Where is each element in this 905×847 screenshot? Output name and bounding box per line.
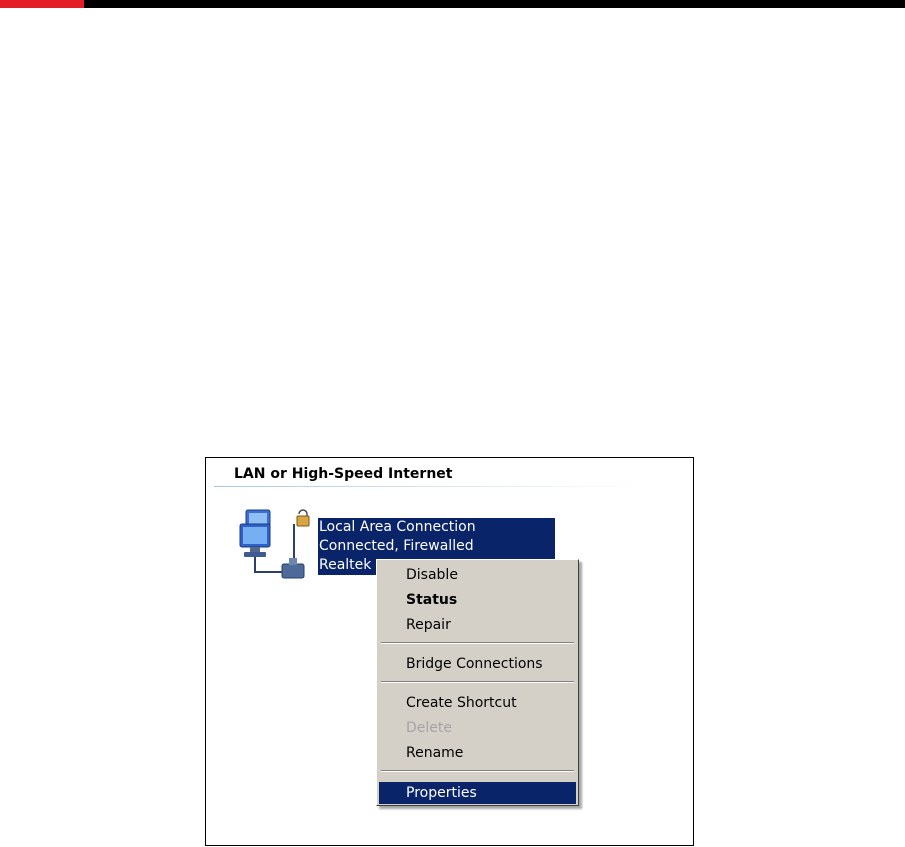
context-menu <box>376 559 579 806</box>
menu-item-rename[interactable]: Rename <box>406 745 464 761</box>
menu-item-bridge-connections[interactable]: Bridge Connections <box>406 656 543 672</box>
menu-separator <box>381 642 574 644</box>
network-connections-panel <box>205 457 694 846</box>
connection-device: Realtek <box>319 557 372 573</box>
top-rule-accent <box>0 0 84 8</box>
menu-separator <box>381 770 574 772</box>
connection-status: Connected, Firewalled <box>319 538 474 554</box>
menu-item-repair[interactable]: Repair <box>406 617 451 633</box>
menu-item-create-shortcut[interactable]: Create Shortcut <box>406 695 517 711</box>
menu-item-disable[interactable]: Disable <box>406 567 458 583</box>
section-header: LAN or High-Speed Internet <box>234 466 453 482</box>
firewall-lock-icon <box>297 510 309 526</box>
network-connection-icon[interactable] <box>232 504 318 584</box>
section-header-underline <box>214 486 646 487</box>
connection-name: Local Area Connection <box>319 519 476 535</box>
menu-item-status[interactable]: Status <box>406 592 458 608</box>
menu-item-properties[interactable]: Properties <box>379 782 576 804</box>
top-rule <box>0 0 905 8</box>
menu-item-delete[interactable]: Delete <box>406 720 452 736</box>
menu-separator <box>381 681 574 683</box>
